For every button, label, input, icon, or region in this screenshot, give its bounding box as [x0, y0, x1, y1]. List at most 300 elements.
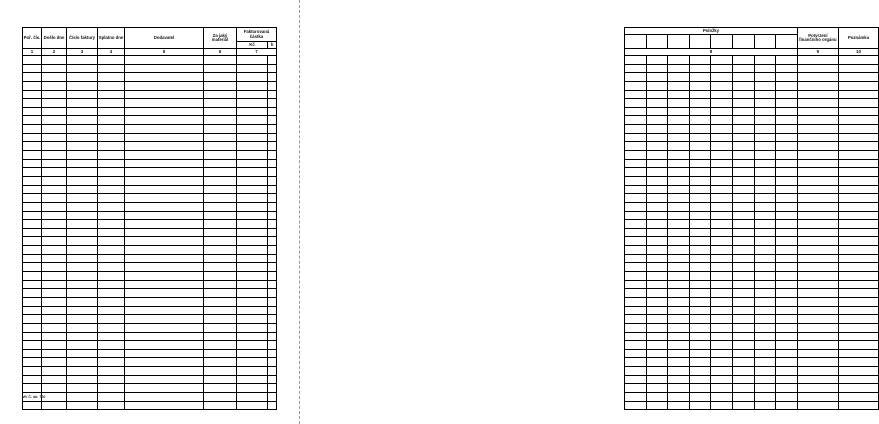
ledger-cell[interactable] [668, 185, 690, 194]
ledger-cell[interactable] [125, 151, 204, 160]
ledger-cell[interactable] [838, 90, 878, 99]
ledger-cell[interactable] [268, 168, 277, 177]
ledger-cell[interactable] [67, 341, 98, 350]
ledger-cell[interactable] [625, 220, 647, 229]
ledger-cell[interactable] [711, 90, 733, 99]
ledger-cell[interactable] [268, 107, 277, 116]
ledger-cell[interactable] [733, 315, 755, 324]
ledger-cell[interactable] [625, 81, 647, 90]
ledger-cell[interactable] [668, 289, 690, 298]
ledger-cell[interactable] [776, 56, 798, 65]
ledger-cell[interactable] [237, 392, 268, 401]
ledger-cell[interactable] [237, 297, 268, 306]
ledger-cell[interactable] [689, 263, 711, 272]
ledger-cell[interactable] [23, 142, 42, 151]
ledger-cell[interactable] [646, 185, 668, 194]
ledger-cell[interactable] [733, 56, 755, 65]
ledger-cell[interactable] [776, 159, 798, 168]
ledger-cell[interactable] [689, 289, 711, 298]
ledger-cell[interactable] [268, 194, 277, 203]
ledger-cell[interactable] [125, 375, 204, 384]
ledger-cell[interactable] [237, 349, 268, 358]
ledger-cell[interactable] [625, 323, 647, 332]
ledger-cell[interactable] [23, 168, 42, 177]
ledger-cell[interactable] [711, 64, 733, 73]
ledger-cell[interactable] [838, 306, 878, 315]
ledger-cell[interactable] [711, 332, 733, 341]
ledger-cell[interactable] [711, 211, 733, 220]
ledger-cell[interactable] [668, 176, 690, 185]
ledger-cell[interactable] [733, 202, 755, 211]
ledger-cell[interactable] [42, 151, 67, 160]
ledger-cell[interactable] [754, 176, 776, 185]
ledger-cell[interactable] [237, 133, 268, 142]
ledger-cell[interactable] [204, 263, 237, 272]
ledger-cell[interactable] [67, 237, 98, 246]
ledger-cell[interactable] [204, 142, 237, 151]
ledger-cell[interactable] [838, 194, 878, 203]
ledger-cell[interactable] [689, 254, 711, 263]
ledger-cell[interactable] [98, 99, 125, 108]
ledger-cell[interactable] [67, 246, 98, 255]
ledger-cell[interactable] [268, 237, 277, 246]
ledger-cell[interactable] [204, 64, 237, 73]
ledger-cell[interactable] [625, 228, 647, 237]
ledger-cell[interactable] [711, 323, 733, 332]
ledger-cell[interactable] [776, 341, 798, 350]
ledger-cell[interactable] [754, 289, 776, 298]
ledger-cell[interactable] [125, 367, 204, 376]
ledger-cell[interactable] [754, 151, 776, 160]
ledger-cell[interactable] [237, 289, 268, 298]
ledger-cell[interactable] [67, 220, 98, 229]
ledger-cell[interactable] [125, 56, 204, 65]
ledger-cell[interactable] [237, 202, 268, 211]
ledger-cell[interactable] [754, 392, 776, 401]
ledger-cell[interactable] [67, 297, 98, 306]
ledger-cell[interactable] [23, 315, 42, 324]
ledger-cell[interactable] [797, 375, 838, 384]
ledger-cell[interactable] [125, 349, 204, 358]
ledger-cell[interactable] [646, 133, 668, 142]
ledger-cell[interactable] [689, 194, 711, 203]
ledger-cell[interactable] [838, 159, 878, 168]
ledger-cell[interactable] [797, 107, 838, 116]
ledger-cell[interactable] [689, 392, 711, 401]
ledger-cell[interactable] [646, 272, 668, 281]
ledger-cell[interactable] [67, 254, 98, 263]
ledger-cell[interactable] [646, 107, 668, 116]
ledger-cell[interactable] [98, 358, 125, 367]
ledger-cell[interactable] [754, 358, 776, 367]
ledger-cell[interactable] [42, 142, 67, 151]
ledger-cell[interactable] [797, 254, 838, 263]
ledger-cell[interactable] [204, 133, 237, 142]
ledger-cell[interactable] [689, 246, 711, 255]
ledger-cell[interactable] [797, 272, 838, 281]
ledger-cell[interactable] [625, 367, 647, 376]
ledger-cell[interactable] [711, 125, 733, 134]
ledger-cell[interactable] [237, 168, 268, 177]
ledger-cell[interactable] [711, 194, 733, 203]
ledger-cell[interactable] [754, 280, 776, 289]
ledger-cell[interactable] [125, 202, 204, 211]
ledger-cell[interactable] [204, 73, 237, 82]
ledger-cell[interactable] [125, 263, 204, 272]
ledger-cell[interactable] [67, 375, 98, 384]
ledger-cell[interactable] [711, 202, 733, 211]
ledger-cell[interactable] [625, 202, 647, 211]
ledger-cell[interactable] [754, 237, 776, 246]
ledger-cell[interactable] [754, 90, 776, 99]
ledger-cell[interactable] [125, 306, 204, 315]
ledger-cell[interactable] [754, 185, 776, 194]
ledger-cell[interactable] [646, 228, 668, 237]
ledger-cell[interactable] [98, 323, 125, 332]
ledger-cell[interactable] [67, 384, 98, 393]
ledger-cell[interactable] [797, 142, 838, 151]
ledger-cell[interactable] [204, 99, 237, 108]
ledger-cell[interactable] [625, 90, 647, 99]
ledger-cell[interactable] [204, 315, 237, 324]
ledger-cell[interactable] [711, 341, 733, 350]
ledger-cell[interactable] [42, 125, 67, 134]
ledger-cell[interactable] [67, 289, 98, 298]
ledger-cell[interactable] [689, 202, 711, 211]
ledger-cell[interactable] [268, 289, 277, 298]
ledger-cell[interactable] [125, 297, 204, 306]
ledger-cell[interactable] [668, 142, 690, 151]
ledger-cell[interactable] [668, 349, 690, 358]
ledger-cell[interactable] [625, 237, 647, 246]
ledger-cell[interactable] [98, 228, 125, 237]
ledger-cell[interactable] [797, 289, 838, 298]
ledger-cell[interactable] [237, 280, 268, 289]
ledger-cell[interactable] [733, 133, 755, 142]
ledger-cell[interactable] [838, 99, 878, 108]
ledger-cell[interactable] [689, 56, 711, 65]
ledger-cell[interactable] [689, 297, 711, 306]
ledger-cell[interactable] [23, 151, 42, 160]
ledger-cell[interactable] [733, 211, 755, 220]
ledger-cell[interactable] [754, 341, 776, 350]
ledger-cell[interactable] [754, 384, 776, 393]
ledger-cell[interactable] [776, 367, 798, 376]
ledger-cell[interactable] [668, 56, 690, 65]
ledger-cell[interactable] [689, 384, 711, 393]
ledger-cell[interactable] [797, 133, 838, 142]
ledger-cell[interactable] [754, 133, 776, 142]
ledger-cell[interactable] [268, 185, 277, 194]
ledger-cell[interactable] [733, 64, 755, 73]
ledger-cell[interactable] [797, 228, 838, 237]
ledger-cell[interactable] [733, 168, 755, 177]
ledger-cell[interactable] [838, 323, 878, 332]
ledger-cell[interactable] [776, 133, 798, 142]
ledger-cell[interactable] [125, 332, 204, 341]
ledger-cell[interactable] [67, 401, 98, 410]
ledger-cell[interactable] [668, 107, 690, 116]
ledger-cell[interactable] [646, 297, 668, 306]
ledger-cell[interactable] [268, 116, 277, 125]
ledger-cell[interactable] [42, 306, 67, 315]
ledger-cell[interactable] [797, 151, 838, 160]
ledger-cell[interactable] [237, 332, 268, 341]
ledger-cell[interactable] [733, 254, 755, 263]
ledger-cell[interactable] [268, 176, 277, 185]
ledger-cell[interactable] [268, 323, 277, 332]
ledger-cell[interactable] [668, 297, 690, 306]
ledger-cell[interactable] [67, 358, 98, 367]
ledger-cell[interactable] [797, 90, 838, 99]
ledger-cell[interactable] [797, 159, 838, 168]
ledger-cell[interactable] [42, 375, 67, 384]
ledger-cell[interactable] [67, 176, 98, 185]
ledger-cell[interactable] [776, 358, 798, 367]
ledger-cell[interactable] [125, 246, 204, 255]
ledger-cell[interactable] [668, 194, 690, 203]
ledger-cell[interactable] [23, 202, 42, 211]
ledger-cell[interactable] [646, 99, 668, 108]
ledger-cell[interactable] [733, 81, 755, 90]
ledger-cell[interactable] [98, 280, 125, 289]
ledger-cell[interactable] [98, 401, 125, 410]
ledger-cell[interactable] [797, 194, 838, 203]
ledger-cell[interactable] [646, 323, 668, 332]
ledger-cell[interactable] [733, 73, 755, 82]
ledger-cell[interactable] [125, 73, 204, 82]
ledger-cell[interactable] [797, 125, 838, 134]
ledger-cell[interactable] [776, 272, 798, 281]
ledger-cell[interactable] [237, 73, 268, 82]
ledger-cell[interactable] [754, 228, 776, 237]
ledger-cell[interactable] [237, 64, 268, 73]
ledger-cell[interactable] [754, 315, 776, 324]
ledger-cell[interactable] [733, 107, 755, 116]
ledger-cell[interactable] [67, 56, 98, 65]
ledger-cell[interactable] [776, 185, 798, 194]
ledger-cell[interactable] [625, 56, 647, 65]
ledger-cell[interactable] [733, 237, 755, 246]
ledger-cell[interactable] [733, 306, 755, 315]
ledger-cell[interactable] [42, 280, 67, 289]
ledger-cell[interactable] [711, 73, 733, 82]
ledger-cell[interactable] [838, 384, 878, 393]
ledger-cell[interactable] [646, 73, 668, 82]
ledger-cell[interactable] [237, 142, 268, 151]
ledger-cell[interactable] [268, 384, 277, 393]
ledger-cell[interactable] [625, 168, 647, 177]
ledger-cell[interactable] [625, 306, 647, 315]
ledger-cell[interactable] [776, 202, 798, 211]
ledger-cell[interactable] [689, 306, 711, 315]
ledger-cell[interactable] [625, 272, 647, 281]
ledger-cell[interactable] [689, 64, 711, 73]
ledger-cell[interactable] [204, 90, 237, 99]
ledger-cell[interactable] [67, 323, 98, 332]
ledger-cell[interactable] [711, 349, 733, 358]
ledger-cell[interactable] [646, 194, 668, 203]
ledger-cell[interactable] [733, 358, 755, 367]
ledger-cell[interactable] [237, 90, 268, 99]
ledger-cell[interactable] [204, 107, 237, 116]
ledger-cell[interactable] [754, 194, 776, 203]
ledger-cell[interactable] [797, 185, 838, 194]
ledger-cell[interactable] [23, 341, 42, 350]
ledger-cell[interactable] [689, 81, 711, 90]
ledger-cell[interactable] [733, 323, 755, 332]
ledger-cell[interactable] [268, 73, 277, 82]
ledger-cell[interactable] [754, 246, 776, 255]
ledger-cell[interactable] [797, 237, 838, 246]
ledger-cell[interactable] [668, 211, 690, 220]
ledger-cell[interactable] [237, 194, 268, 203]
ledger-cell[interactable] [754, 323, 776, 332]
ledger-cell[interactable] [204, 289, 237, 298]
ledger-cell[interactable] [625, 392, 647, 401]
ledger-cell[interactable] [797, 81, 838, 90]
ledger-cell[interactable] [668, 401, 690, 410]
ledger-cell[interactable] [67, 315, 98, 324]
ledger-cell[interactable] [838, 73, 878, 82]
ledger-cell[interactable] [668, 367, 690, 376]
ledger-cell[interactable] [23, 220, 42, 229]
ledger-cell[interactable] [776, 64, 798, 73]
ledger-cell[interactable] [98, 384, 125, 393]
ledger-cell[interactable] [204, 211, 237, 220]
ledger-cell[interactable] [268, 349, 277, 358]
ledger-cell[interactable] [668, 159, 690, 168]
ledger-cell[interactable] [125, 272, 204, 281]
ledger-cell[interactable] [23, 254, 42, 263]
ledger-cell[interactable] [754, 297, 776, 306]
ledger-cell[interactable] [125, 107, 204, 116]
ledger-cell[interactable] [776, 194, 798, 203]
ledger-cell[interactable] [797, 211, 838, 220]
ledger-cell[interactable] [689, 133, 711, 142]
ledger-cell[interactable] [204, 392, 237, 401]
ledger-cell[interactable] [42, 349, 67, 358]
ledger-cell[interactable] [625, 133, 647, 142]
ledger-cell[interactable] [754, 332, 776, 341]
ledger-cell[interactable] [733, 375, 755, 384]
ledger-cell[interactable] [838, 168, 878, 177]
ledger-cell[interactable] [42, 246, 67, 255]
ledger-cell[interactable] [42, 73, 67, 82]
ledger-cell[interactable] [268, 254, 277, 263]
ledger-cell[interactable] [689, 107, 711, 116]
ledger-cell[interactable] [42, 159, 67, 168]
ledger-cell[interactable] [23, 384, 42, 393]
ledger-cell[interactable] [67, 367, 98, 376]
ledger-cell[interactable] [204, 401, 237, 410]
ledger-cell[interactable] [689, 116, 711, 125]
ledger-cell[interactable] [237, 315, 268, 324]
ledger-cell[interactable] [42, 107, 67, 116]
ledger-cell[interactable] [23, 90, 42, 99]
ledger-cell[interactable] [797, 99, 838, 108]
ledger-cell[interactable] [646, 56, 668, 65]
ledger-cell[interactable] [625, 375, 647, 384]
ledger-cell[interactable] [689, 211, 711, 220]
ledger-cell[interactable] [776, 392, 798, 401]
ledger-cell[interactable] [204, 358, 237, 367]
ledger-cell[interactable] [797, 202, 838, 211]
ledger-cell[interactable] [668, 151, 690, 160]
ledger-cell[interactable] [42, 228, 67, 237]
ledger-cell[interactable] [67, 263, 98, 272]
ledger-cell[interactable] [668, 254, 690, 263]
ledger-cell[interactable] [98, 81, 125, 90]
ledger-cell[interactable] [797, 392, 838, 401]
ledger-cell[interactable] [646, 220, 668, 229]
ledger-cell[interactable] [711, 220, 733, 229]
ledger-cell[interactable] [98, 220, 125, 229]
ledger-cell[interactable] [646, 64, 668, 73]
ledger-cell[interactable] [204, 280, 237, 289]
ledger-cell[interactable] [646, 90, 668, 99]
ledger-cell[interactable] [711, 168, 733, 177]
ledger-cell[interactable] [42, 384, 67, 393]
ledger-cell[interactable] [125, 401, 204, 410]
ledger-cell[interactable] [23, 375, 42, 384]
ledger-cell[interactable] [754, 168, 776, 177]
ledger-cell[interactable] [776, 375, 798, 384]
ledger-cell[interactable] [776, 237, 798, 246]
ledger-cell[interactable] [204, 151, 237, 160]
ledger-cell[interactable] [237, 246, 268, 255]
ledger-cell[interactable] [204, 323, 237, 332]
ledger-cell[interactable] [646, 280, 668, 289]
ledger-cell[interactable] [125, 185, 204, 194]
ledger-cell[interactable] [776, 323, 798, 332]
ledger-cell[interactable] [646, 289, 668, 298]
ledger-cell[interactable] [838, 341, 878, 350]
ledger-cell[interactable] [689, 375, 711, 384]
ledger-cell[interactable] [204, 375, 237, 384]
ledger-cell[interactable] [67, 168, 98, 177]
ledger-cell[interactable] [204, 349, 237, 358]
ledger-cell[interactable] [98, 159, 125, 168]
ledger-cell[interactable] [689, 401, 711, 410]
ledger-cell[interactable] [67, 202, 98, 211]
ledger-cell[interactable] [625, 384, 647, 393]
ledger-cell[interactable] [711, 81, 733, 90]
ledger-cell[interactable] [646, 254, 668, 263]
ledger-cell[interactable] [237, 125, 268, 134]
ledger-cell[interactable] [838, 176, 878, 185]
ledger-cell[interactable] [268, 81, 277, 90]
ledger-cell[interactable] [237, 228, 268, 237]
ledger-cell[interactable] [23, 81, 42, 90]
ledger-cell[interactable] [125, 237, 204, 246]
ledger-cell[interactable] [733, 90, 755, 99]
ledger-cell[interactable] [237, 367, 268, 376]
ledger-cell[interactable] [268, 306, 277, 315]
ledger-cell[interactable] [23, 211, 42, 220]
ledger-cell[interactable] [204, 367, 237, 376]
ledger-cell[interactable] [776, 125, 798, 134]
ledger-cell[interactable] [237, 272, 268, 281]
ledger-cell[interactable] [204, 125, 237, 134]
ledger-cell[interactable] [42, 341, 67, 350]
ledger-cell[interactable] [237, 263, 268, 272]
ledger-cell[interactable] [711, 176, 733, 185]
ledger-cell[interactable] [204, 306, 237, 315]
ledger-cell[interactable] [23, 246, 42, 255]
ledger-cell[interactable] [125, 384, 204, 393]
ledger-cell[interactable] [689, 332, 711, 341]
